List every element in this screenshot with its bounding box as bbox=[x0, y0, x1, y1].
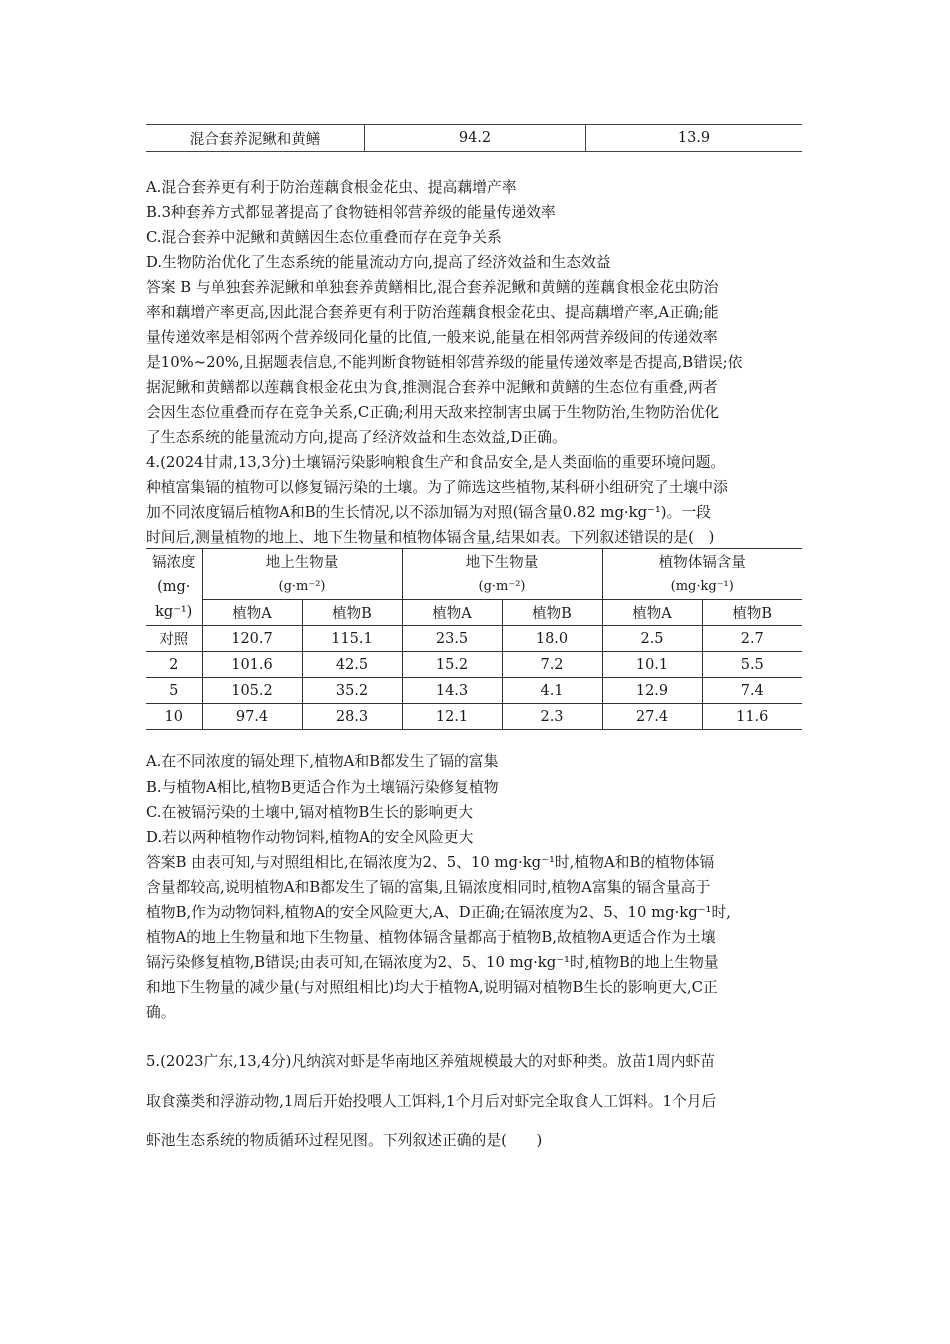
header-cell: (mg·kg⁻¹) bbox=[602, 574, 802, 600]
q4-answer-line: 镉污染修复植物,B错误;由表可知,在镉浓度为2、5、10 mg·kg⁻¹时,植物B的地上生物量 bbox=[146, 954, 719, 971]
table-cell: 23.5 bbox=[402, 626, 502, 652]
table-cell: 12.1 bbox=[402, 704, 502, 730]
table-cell: 12.9 bbox=[602, 678, 702, 704]
table-cell: 28.3 bbox=[302, 704, 402, 730]
table-cell: 120.7 bbox=[202, 626, 302, 652]
q4-option-b: B.与植物A相比,植物B更适合作为土壤镉污染修复植物 bbox=[146, 779, 499, 796]
header-cell: 地下生物量 bbox=[402, 549, 602, 575]
table-cell: 7.4 bbox=[702, 678, 802, 704]
q3-option-a: A.混合套养更有利于防治莲藕食根金花虫、提高藕增产率 bbox=[146, 179, 517, 196]
table-cell: 105.2 bbox=[202, 678, 302, 704]
q3-answer-line: 了生态系统的能量流动方向,提高了经济效益和生态效益,D正确。 bbox=[146, 429, 567, 446]
q4-stem-line: 时间后,测量植物的地上、地下生物量和植物体镉含量,结果如表。下列叙述错误的是( ) bbox=[146, 529, 715, 546]
table-cell: 混合套养泥鳅和黄鳝 bbox=[146, 125, 365, 152]
header-cell: 植物A bbox=[402, 600, 502, 626]
table-cell: 11.6 bbox=[702, 704, 802, 730]
q3-answer-line: 会因生态位重叠而存在竞争关系,C正确;利用天敌来控制害虫属于生物防治,生物防治优化 bbox=[146, 404, 720, 421]
header-cell: 地上生物量 bbox=[202, 549, 402, 575]
table-cell: 2.7 bbox=[702, 626, 802, 652]
q4-answer-line: 和地下生物量的减少量(与对照组相比)均大于植物A,说明镉对植物B生长的影响更大,C正 bbox=[146, 979, 718, 996]
q4-option-a: A.在不同浓度的镉处理下,植物A和B都发生了镉的富集 bbox=[146, 753, 499, 770]
q4-answer-line: 植物B,作为动物饲料,植物A的安全风险更大,A、D正确;在镉浓度为2、5、10 mg·kg⁻¹时, bbox=[146, 904, 731, 921]
table-header-row bbox=[146, 600, 802, 626]
q5-stem-line: 5.(2023广东,13,4分)凡纳滨对虾是华南地区养殖规模最大的对虾种类。放苗1周内虾苗 bbox=[146, 1053, 716, 1070]
table-cell: 42.5 bbox=[302, 652, 402, 678]
q3-answer-line: 是10%~20%,且据题表信息,不能判断食物链相邻营养级的能量传递效率是否提高,B错误;依 bbox=[146, 354, 743, 371]
q3-answer-line: 据泥鳅和黄鳝都以莲藕食根金花虫为食,推测混合套养中泥鳅和黄鳝的生态位有重叠,两者 bbox=[146, 379, 718, 396]
table-cell: 7.2 bbox=[502, 652, 602, 678]
header-cell: 镉浓度 bbox=[146, 549, 202, 575]
table-cell: 2.3 bbox=[502, 704, 602, 730]
q3-option-b: B.3种套养方式都显著提高了食物链相邻营养级的能量传递效率 bbox=[146, 204, 556, 221]
header-cell: 植物B bbox=[502, 600, 602, 626]
q3-answer-line: 答案 B 与单独套养泥鳅和单独套养黄鳝相比,混合套养泥鳅和黄鳝的莲藕食根金花虫防治 bbox=[146, 279, 719, 296]
table-cell: 5 bbox=[146, 678, 202, 704]
table-cell: 2 bbox=[146, 652, 202, 678]
q4-answer-line: 确。 bbox=[146, 1004, 176, 1021]
q5-stem-line: 虾池生态系统的物质循环过程见图。下列叙述正确的是( ) bbox=[146, 1132, 543, 1149]
q3-answer-line: 量传递效率是相邻两个营养级同化量的比值,一般来说,能量在相邻两营养级间的传递效率 bbox=[146, 329, 718, 346]
table-cell: 35.2 bbox=[302, 678, 402, 704]
table-row bbox=[146, 652, 802, 678]
q4-answer-line: 答案B 由表可知,与对照组相比,在镉浓度为2、5、10 mg·kg⁻¹时,植物A和B的植物体镉 bbox=[146, 854, 715, 871]
q4-answer-line: 植物A的地上生物量和地下生物量、植物体镉含量都高于植物B,故植物A更适合作为土壤 bbox=[146, 929, 716, 946]
breeding-result-table-fragment bbox=[146, 124, 802, 152]
table-cell: 10.1 bbox=[602, 652, 702, 678]
table-cell: 115.1 bbox=[302, 626, 402, 652]
q3-answer-line: 率和藕增产率更高,因此混合套养更有利于防治莲藕食根金花虫、提高藕增产率,A正确;能 bbox=[146, 304, 719, 321]
q4-option-d: D.若以两种植物作动物饲料,植物A的安全风险更大 bbox=[146, 829, 474, 846]
header-cell: 植物A bbox=[602, 600, 702, 626]
table-cell: 101.6 bbox=[202, 652, 302, 678]
table-cell: 97.4 bbox=[202, 704, 302, 730]
table-cell: 4.1 bbox=[502, 678, 602, 704]
q4-stem-line: 4.(2024甘肃,13,3分)土壤镉污染影响粮食生产和食品安全,是人类面临的重要环境问题。 bbox=[146, 454, 726, 471]
table-header-row bbox=[146, 574, 802, 600]
header-cell: 植物B bbox=[702, 600, 802, 626]
header-cell: kg⁻¹) bbox=[146, 600, 202, 626]
q4-stem-line: 加不同浓度镉后植物A和B的生长情况,以不添加镉为对照(镉含量0.82 mg·kg⁻¹)。一段 bbox=[146, 504, 711, 521]
q5-stem-line: 取食藻类和浮游动物,1周后开始投喂人工饵料,1个月后对虾完全取食人工饵料。1个月后 bbox=[146, 1093, 717, 1110]
table-cell: 18.0 bbox=[502, 626, 602, 652]
header-cell: 植物A bbox=[202, 600, 302, 626]
table-row bbox=[146, 125, 802, 152]
table-row bbox=[146, 626, 802, 652]
q3-option-d: D.生物防治优化了生态系统的能量流动方向,提高了经济效益和生态效益 bbox=[146, 254, 611, 271]
header-cell: (mg· bbox=[157, 578, 191, 595]
table-cell: 14.3 bbox=[402, 678, 502, 704]
q4-stem-line: 种植富集镉的植物可以修复镉污染的土壤。为了筛选这些植物,某科研小组研究了土壤中添 bbox=[146, 479, 728, 496]
cadmium-table bbox=[146, 548, 802, 730]
table-cell: 94.2 bbox=[365, 125, 586, 152]
q4-answer-line: 含量都较高,说明植物A和B都发生了镉的富集,且镉浓度相同时,植物A富集的镉含量高于 bbox=[146, 879, 711, 896]
table-cell: 2.5 bbox=[602, 626, 702, 652]
table-row bbox=[146, 678, 802, 704]
table-header-row bbox=[146, 549, 802, 575]
header-cell: (g·m⁻²) bbox=[202, 574, 402, 600]
q4-option-c: C.在被镉污染的土壤中,镉对植物B生长的影响更大 bbox=[146, 804, 474, 821]
header-cell: (g·m⁻²) bbox=[402, 574, 602, 600]
table-cell: 15.2 bbox=[402, 652, 502, 678]
table-cell: 10 bbox=[146, 704, 202, 730]
table-row bbox=[146, 704, 802, 730]
header-cell: 植物体镉含量 bbox=[602, 549, 802, 575]
table-cell: 对照 bbox=[146, 626, 202, 652]
header-cell: 植物B bbox=[302, 600, 402, 626]
table-cell: 13.9 bbox=[586, 125, 803, 152]
table-cell: 27.4 bbox=[602, 704, 702, 730]
q3-option-c: C.混合套养中泥鳅和黄鳝因生态位重叠而存在竞争关系 bbox=[146, 229, 502, 246]
table-cell: 5.5 bbox=[702, 652, 802, 678]
